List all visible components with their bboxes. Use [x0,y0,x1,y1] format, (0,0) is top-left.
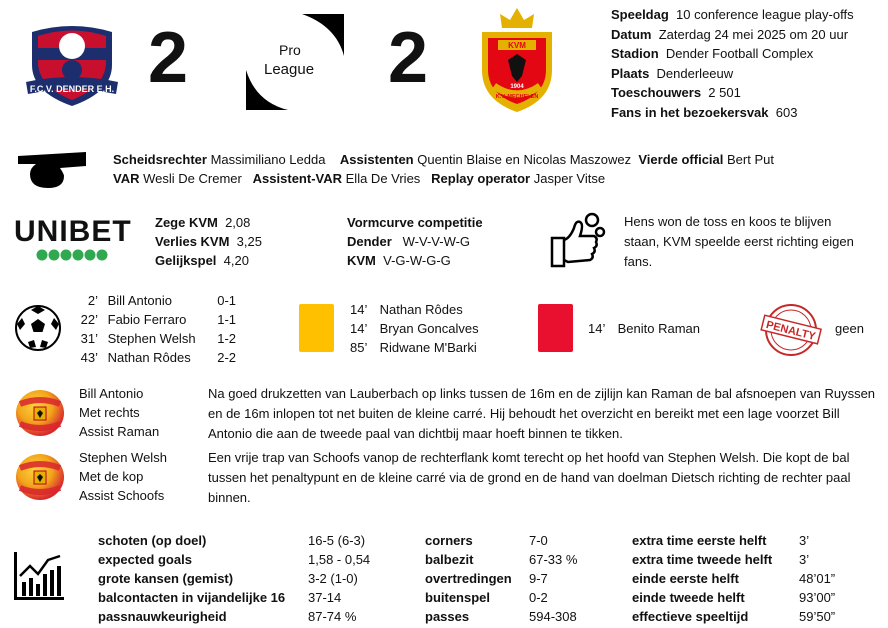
form-title: Vormcurve competitie [347,215,483,230]
red-card-row: 14’ Benito Raman [588,321,701,336]
stats-chart-icon [14,552,64,600]
goal-detail-how: Met de kop [79,469,144,484]
stat-row: overtredingen 9-7 [425,571,548,586]
info-attendance: Toeschouwers 2 501 [611,85,741,100]
league-logo-line2: League [264,61,315,78]
goal-row: 31’ Stephen Welsh 1-2 [80,331,237,346]
whistle-icon [14,146,90,190]
football-icon [14,304,62,352]
red-card-icon [538,304,573,352]
stat-row: balbezit 67-33 % [425,552,578,567]
stat-row: passes 594-308 [425,609,577,624]
stat-row: einde tweede helft 93’00” [632,590,836,605]
goals-list [72,291,236,367]
stat-row: expected goals 1,58 - 0,54 [98,552,371,567]
stats-col1 [98,531,418,626]
away-logo-year: 1904 [510,84,524,90]
stat-row: corners 7-0 [425,533,548,548]
stat-row: balcontacten in vijandelijke 16 37-14 [98,590,342,605]
odds-row: Zege KVM 2,08 [155,215,251,230]
stat-row: extra time tweede helft 3’ [632,552,810,567]
yellow-card-row: 85’ Ridwane M'Barki [350,340,477,355]
goal-detail-1 [79,384,159,441]
away-logo-top: KVM [508,41,526,50]
info-place: Plaats Denderleeuw [611,65,734,81]
unibet-logo [14,216,138,266]
stat-row: extra time eerste helft 3’ [632,533,810,548]
stat-row: grote kansen (gemist) 3-2 (1-0) [98,571,358,586]
yellow-card-row: 14’ Nathan Rôdes [350,302,463,317]
form-table [347,213,483,270]
kvm-ball-icon [14,388,66,438]
officials [113,150,774,188]
goal-detail-scorer: Bill Antonio [79,386,144,401]
toss-text: Hens won de toss en koos te blijven staan, KVM speelde eerst richting eigen fans. [624,214,854,269]
stat-row: einde eerste helft 48’01” [632,571,836,586]
stat-row: passnauwkeurigheid 87-74 % [98,609,357,624]
stats-col2 [425,531,615,626]
home-score: 2 [148,18,189,98]
yellow-card-icon [299,304,334,352]
penalty-stamp-icon [760,302,822,358]
penalty-stamp-text: PENALTY [764,319,817,343]
stat-row: effectieve speeltijd 59’50” [632,609,836,624]
league-logo-line1: Pro [279,42,301,58]
officials-line2: VAR Wesli De Cremer Assistent-VAR Ella De Vries Replay operator Jasper Vitse [113,171,606,186]
away-team-logo [474,8,560,112]
goal-detail-2 [79,448,167,505]
info-matchday: Speeldag 10 conference league play-offs [611,7,854,22]
yellow-card-row: 14’ Bryan Goncalves [350,321,479,336]
goal-detail-scorer: Stephen Welsh [79,450,167,465]
match-info [611,5,854,122]
goal-detail-how: Met rechts [79,405,140,420]
info-date: Datum Zaterdag 24 mei 2025 om 20 uur [611,26,849,42]
home-team-logo [22,10,122,108]
form-row: KVM V-G-W-G-G [347,253,451,268]
kvm-ball-icon [14,452,66,502]
goal-detail-assist: Assist Schoofs [79,488,165,503]
goal-detail-2-text: Een vrije trap van Schoofs vanop de rechterflank komt terecht op het hoofd van Stephen Welsh. Die kopt de bal tussen het penaltypunt en de kleine carré via de grond en de hand van doelman Dietsch richting de rechter paal binnen. [208,450,851,505]
info-stadium: Stadion Dender Football Complex [611,46,814,61]
yellow-cards-list [350,300,479,357]
odds-row: Gelijkspel 4,20 [155,253,249,268]
odds-table [155,213,262,270]
stat-row: schoten (op doel) 16-5 (6-3) [98,533,366,548]
away-score: 2 [388,18,429,98]
home-logo-text: F.C.V. DENDER E.H. [29,84,115,94]
penalty-value: geen [835,321,864,336]
unibet-logo-text: UNIBET [14,215,132,248]
coin-toss-icon [546,210,606,270]
goal-row: 22’ Fabio Ferraro 1-1 [80,312,237,327]
form-row: Dender W-V-V-W-G [347,234,471,249]
goal-detail-1-text: Na goed drukzetten van Lauberbach op links tussen de 16m en de zijlijn kan Raman de bal afsnoepen van Ruyssen en de 16m inlopen tot net buiten de kleine carré. Hij behoudt het overzicht en bereikt met een lage voorzet Bill Antonio die aan de tweede paal van dichtbij maar hoeft binnen te tikken. [208,386,876,441]
goal-detail-assist: Assist Raman [79,424,160,439]
officials-line1: Scheidsrechter Massimiliano Ledda Assistenten Quentin Blaise en Nicolas Maszowez Vierde official Bert Put [113,152,774,167]
stats-col3 [632,531,872,626]
stat-row: buitenspel 0-2 [425,590,548,605]
goal-row: 2’ Bill Antonio 0-1 [87,293,237,308]
away-logo-bottom: K.V. MECHELEN [495,94,539,100]
odds-row: Verlies KVM 3,25 [155,234,262,249]
red-cards-list [588,319,700,338]
info-away-fans: Fans in het bezoekersvak 603 [611,104,798,120]
goal-row: 43’ Nathan Rôdes 2-2 [80,350,237,365]
league-logo [246,14,344,110]
